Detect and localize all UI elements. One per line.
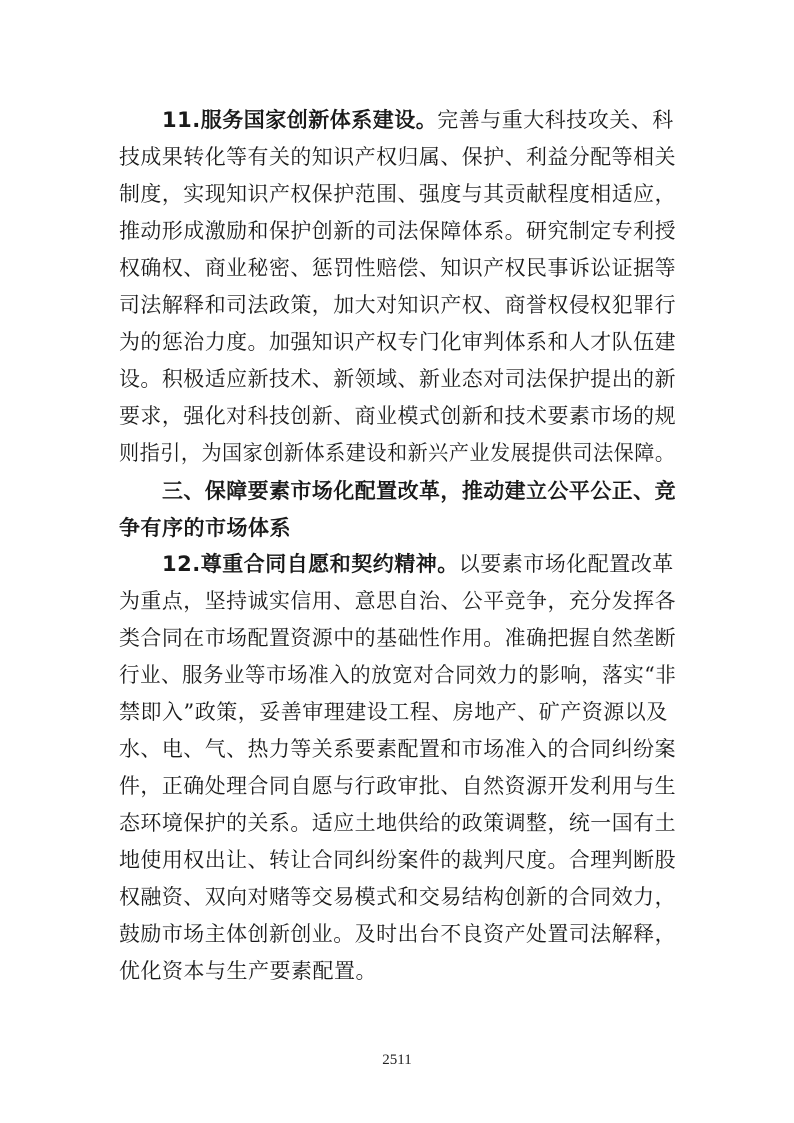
paragraph-12-heading: 12.尊重合同自愿和契约精神。 (162, 552, 459, 576)
paragraph-11-line: 制度，实现知识产权保护范围、强度与其贡献程度相适应， (119, 182, 676, 206)
paragraph-12-line: 为重点，坚持诚实信用、意思自治、公平竞争，充分发挥各 (119, 589, 676, 613)
section-heading-line-2: 争有序的市场体系 (119, 516, 291, 540)
paragraph-12-line: 行业、服务业等市场准入的放宽对合同效力的影响，落实“非 (119, 663, 677, 687)
paragraph-11-heading: 11.服务国家创新体系建设。 (162, 108, 438, 132)
paragraph-12-line: 权融资、双向对赌等交易模式和交易结构创新的合同效力， (119, 885, 676, 909)
paragraph-12-line: 类合同在市场配置资源中的基础性作用。准确把握自然垄断 (119, 626, 676, 650)
paragraph-11-line: 技成果转化等有关的知识产权归属、保护、利益分配等相关 (119, 145, 676, 169)
paragraph-12-first-line-text: 以要素市场化配置改革 (458, 552, 674, 576)
paragraph-12-line: 优化资本与生产要素配置。 (119, 959, 377, 983)
paragraph-11-line: 则指引，为国家创新体系建设和新兴产业发展提供司法保障。 (119, 441, 676, 465)
paragraph-12-line: 件，正确处理合同自愿与行政审批、自然资源开发利用与生 (119, 774, 676, 798)
paragraph-11-line: 权确权、商业秘密、惩罚性赔偿、知识产权民事诉讼证据等 (119, 256, 676, 280)
paragraph-12-line: 鼓励市场主体创新创业。及时出台不良资产处置司法解释， (119, 922, 676, 946)
paragraph-11-line: 为的惩治力度。加强知识产权专门化审判体系和人才队伍建 (119, 330, 676, 354)
section-heading-line-1: 三、保障要素市场化配置改革，推动建立公平公正、竞 (162, 479, 676, 503)
paragraph-12-line: 水、电、气、热力等关系要素配置和市场准入的合同纠纷案 (119, 737, 676, 761)
paragraph-11-line: 推动形成激励和保护创新的司法保障体系。研究制定专利授 (119, 219, 676, 243)
paragraph-11-first-line (162, 105, 674, 135)
paragraph-11-line: 司法解释和司法政策，加大对知识产权、商誉权侵权犯罪行 (119, 293, 676, 317)
paragraph-12-first-line (162, 549, 674, 579)
paragraph-11-line: 设。积极适应新技术、新领域、新业态对司法保护提出的新 (119, 367, 676, 391)
paragraph-12-line: 地使用权出让、转让合同纠纷案件的裁判尺度。合理判断股 (119, 848, 676, 872)
paragraph-11-first-line-text: 完善与重大科技攻关、科 (437, 108, 674, 132)
paragraph-11-line: 要求，强化对科技创新、商业模式创新和技术要素市场的规 (119, 404, 676, 428)
page-number: 2511 (382, 1052, 412, 1068)
paragraph-12-line: 态环境保护的关系。适应土地供给的政策调整，统一国有土 (119, 811, 676, 835)
paragraph-12-line: 禁即入”政策，妥善审理建设工程、房地产、矿产资源以及 (119, 700, 668, 724)
